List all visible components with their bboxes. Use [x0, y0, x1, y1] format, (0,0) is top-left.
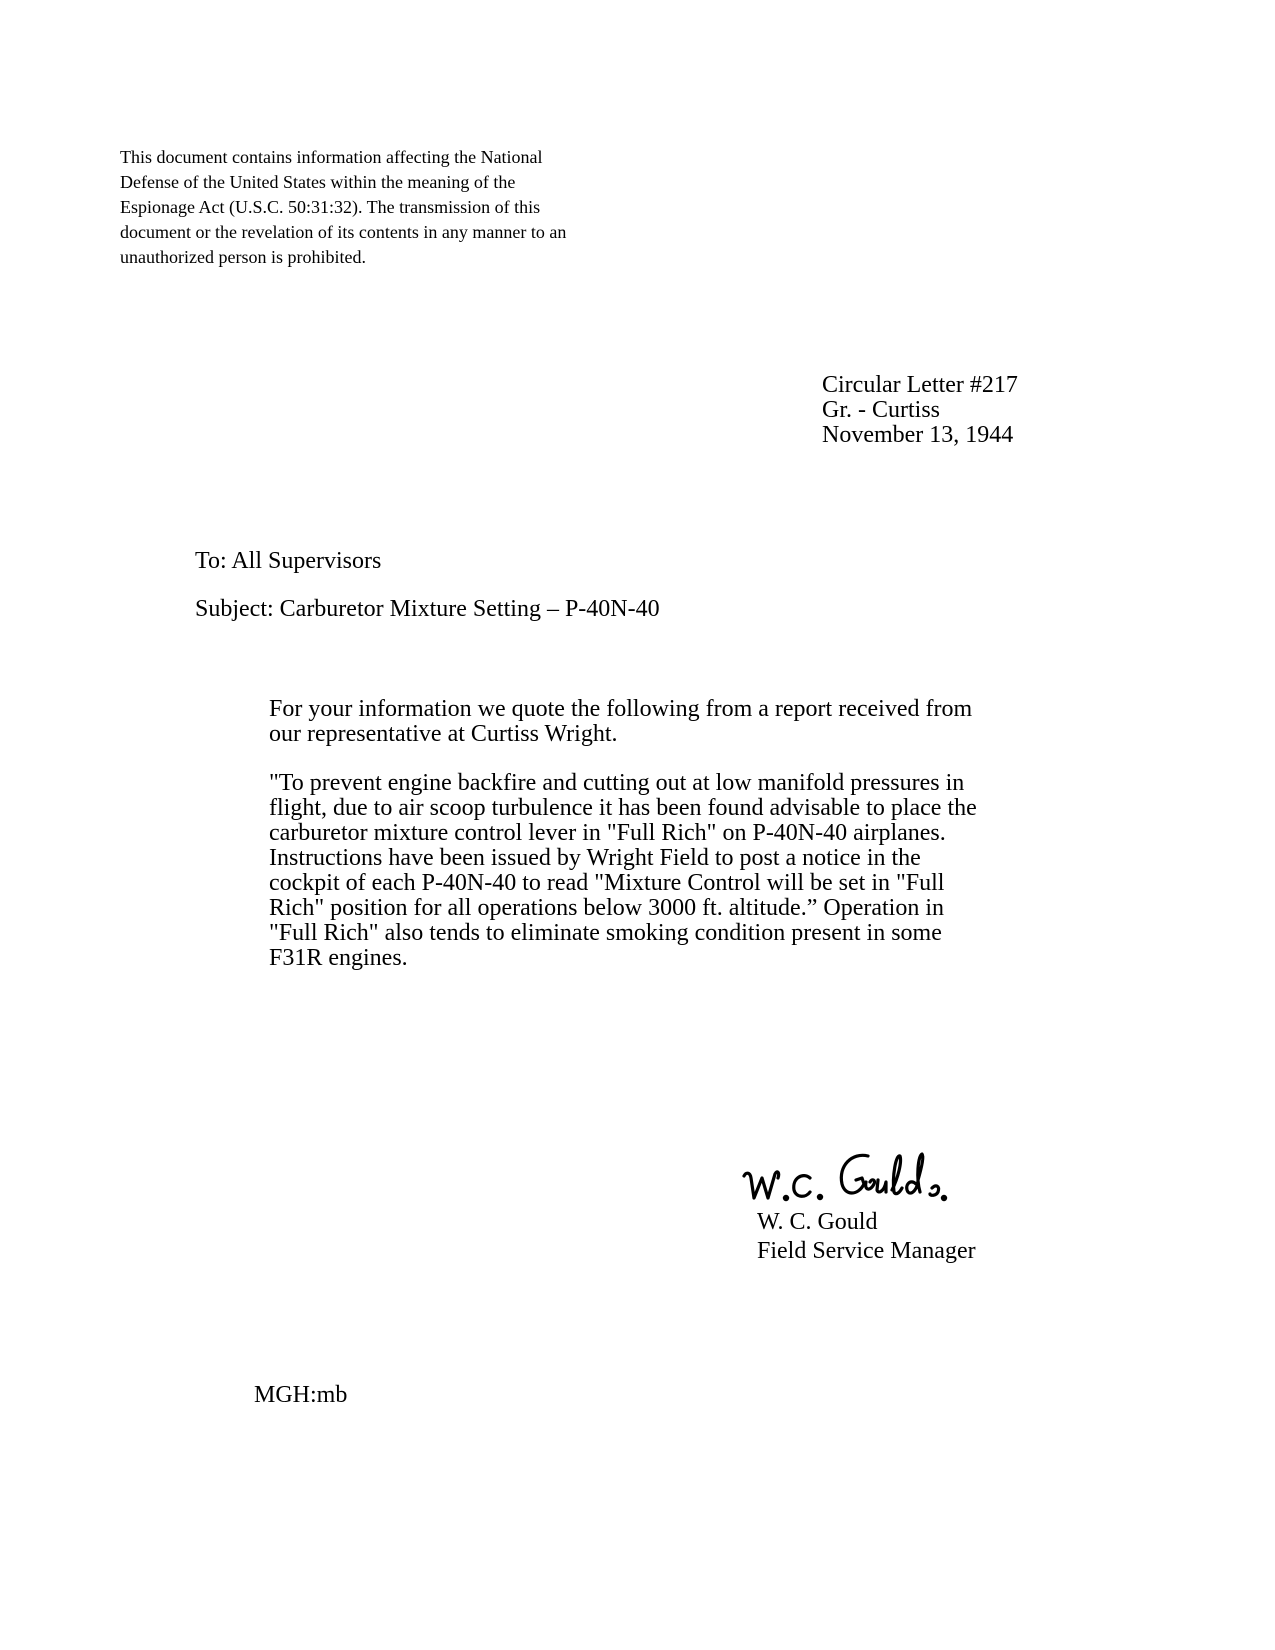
- signer-name: W. C. Gould: [757, 1209, 878, 1235]
- body-line: Rich" position for all operations below 3000 ft. altitude.” Operation in: [269, 895, 944, 921]
- body-paragraph-2: [269, 771, 977, 971]
- group: Gr. - Curtiss: [822, 397, 941, 423]
- body-line: "To prevent engine backfire and cutting out at low manifold pressures in: [269, 770, 965, 796]
- body-line: "Full Rich" also tends to eliminate smoking condition present in some: [269, 920, 942, 946]
- reference-block: [822, 373, 1018, 448]
- letter-date: November 13, 1944: [822, 422, 1014, 448]
- subject-line: Subject: Carburetor Mixture Setting – P-40N-40: [195, 596, 660, 622]
- body-line: carburetor mixture control lever in "Full Rich" on P-40N-40 airplanes.: [269, 820, 946, 846]
- body-paragraph-1: [269, 697, 972, 747]
- notice-line: This document contains information affecting the National: [120, 147, 543, 167]
- notice-line: Defense of the United States within the meaning of the: [120, 172, 516, 192]
- typist-initials: MGH:mb: [254, 1382, 348, 1408]
- body-line: For your information we quote the following from a report received from: [269, 696, 973, 722]
- addressee: To: All Supervisors: [195, 548, 382, 574]
- body-line: cockpit of each P-40N-40 to read "Mixture Control will be set in "Full: [269, 870, 945, 896]
- body-line: flight, due to air scoop turbulence it has been found advisable to place the: [269, 795, 977, 821]
- signature-block: [757, 1208, 976, 1266]
- body-line: F31R engines.: [269, 945, 408, 971]
- circular-letter-number: Circular Letter #217: [822, 372, 1018, 398]
- notice-line: Espionage Act (U.S.C. 50:31:32). The transmission of this: [120, 197, 541, 217]
- signer-title: Field Service Manager: [757, 1238, 976, 1264]
- security-notice: [120, 145, 640, 270]
- body-line: Instructions have been issued by Wright Field to post a notice in the: [269, 845, 921, 871]
- body-line: our representative at Curtiss Wright.: [269, 721, 618, 747]
- notice-line: unauthorized person is prohibited.: [120, 247, 366, 267]
- notice-line: document or the revelation of its contents in any manner to an: [120, 222, 567, 242]
- handwritten-signature: [740, 1148, 960, 1208]
